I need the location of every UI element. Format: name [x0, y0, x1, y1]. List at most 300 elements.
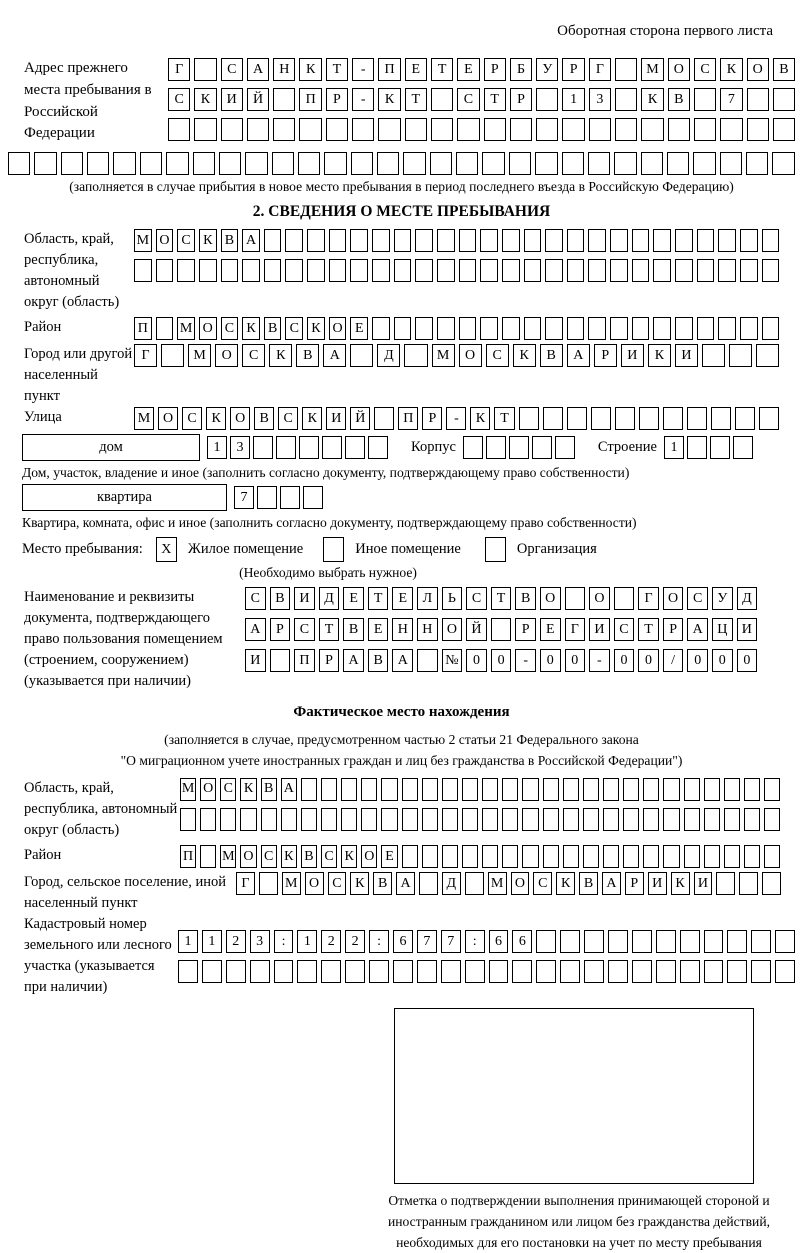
house-number-cells: [207, 436, 391, 459]
char-cell: [298, 152, 320, 175]
cadastral-grid: [178, 930, 795, 983]
char-cell: [563, 845, 579, 868]
char-cell: К: [194, 88, 216, 111]
char-cell: С: [220, 778, 236, 801]
prev-address-row-1: [168, 58, 795, 81]
char-cell: М: [432, 344, 455, 367]
char-cell: К: [513, 344, 536, 367]
char-cell: [773, 118, 795, 141]
char-cell: [675, 317, 693, 340]
char-cell: [480, 317, 498, 340]
char-cell: [457, 118, 479, 141]
char-cell: Д: [319, 587, 340, 610]
char-cell: И: [589, 618, 610, 641]
char-cell: [156, 259, 174, 282]
char-cell: С: [694, 58, 716, 81]
house-box-label: дом: [22, 434, 200, 461]
char-cell: М: [188, 344, 211, 367]
char-cell: [510, 118, 532, 141]
char-cell: :: [369, 930, 389, 953]
apartment-row: [22, 484, 795, 511]
char-cell: [584, 960, 604, 983]
char-cell: [555, 436, 575, 459]
char-cell: 7: [441, 930, 461, 953]
char-cell: [720, 152, 742, 175]
actual-city-row: [236, 872, 781, 895]
char-cell: И: [245, 649, 266, 672]
char-cell: О: [361, 845, 377, 868]
char-cell: [744, 845, 760, 868]
char-cell: [667, 152, 689, 175]
actual-district-label: Район: [24, 847, 62, 864]
char-cell: [694, 118, 716, 141]
char-cell: Е: [405, 58, 427, 81]
char-cell: В: [668, 88, 690, 111]
char-cell: [482, 152, 504, 175]
char-cell: [641, 118, 663, 141]
char-cell: [394, 229, 412, 252]
char-cell: С: [328, 872, 347, 895]
char-cell: [762, 872, 781, 895]
char-cell: [729, 344, 752, 367]
char-cell: [764, 845, 780, 868]
char-cell: [615, 88, 637, 111]
district-grid: [134, 317, 779, 340]
house-row: [22, 434, 795, 461]
char-cell: К: [720, 58, 742, 81]
char-cell: [350, 229, 368, 252]
char-cell: [608, 960, 628, 983]
char-cell: О: [663, 587, 684, 610]
residential-label: Жилое помещение: [187, 541, 304, 558]
prev-address-row-2: [168, 88, 795, 111]
char-cell: М: [177, 317, 195, 340]
char-cell: [740, 259, 758, 282]
char-cell: [253, 436, 273, 459]
char-cell: [486, 436, 506, 459]
char-cell: -: [352, 88, 374, 111]
char-cell: Т: [494, 407, 514, 430]
char-cell: Р: [594, 344, 617, 367]
char-cell: [324, 152, 346, 175]
char-cell: О: [156, 229, 174, 252]
char-cell: 1: [207, 436, 227, 459]
cadastral-row-1: [178, 930, 795, 953]
char-cell: И: [326, 407, 346, 430]
char-cell: [372, 259, 390, 282]
char-cell: 3: [589, 88, 611, 111]
char-cell: П: [398, 407, 418, 430]
char-cell: Е: [381, 845, 397, 868]
actual-district-grid: [180, 845, 780, 868]
char-cell: М: [134, 229, 152, 252]
char-cell: В: [773, 58, 795, 81]
char-cell: В: [540, 344, 563, 367]
char-cell: [345, 436, 365, 459]
stay-type-note: (Необходимо выбрать нужное): [239, 565, 417, 581]
char-cell: 7: [417, 930, 437, 953]
organization-checkbox: [485, 537, 506, 562]
char-cell: [341, 778, 357, 801]
char-cell: [711, 407, 731, 430]
char-cell: [653, 229, 671, 252]
char-cell: [656, 960, 676, 983]
char-cell: [459, 229, 477, 252]
char-cell: [437, 317, 455, 340]
char-cell: [740, 229, 758, 252]
document-label: Наименование и реквизиты документа, подтверждающего право пользования помещением (строением, сооружением) (указывается при наличии): [24, 589, 223, 690]
char-cell: [441, 960, 461, 983]
char-cell: -: [352, 58, 374, 81]
prev-address-row-3: [168, 118, 795, 141]
prev-address-note: (заполняется в случае прибытия в новое место пребывания в период последнего въезда в Российскую Федерацию): [69, 179, 734, 194]
char-cell: :: [465, 930, 485, 953]
char-cell: [519, 407, 539, 430]
region-row-2: [134, 259, 779, 282]
char-cell: [565, 587, 586, 610]
street-row: [134, 407, 779, 430]
char-cell: [543, 808, 559, 831]
char-cell: [773, 88, 795, 111]
char-cell: [524, 229, 542, 252]
char-cell: [744, 808, 760, 831]
char-cell: [257, 486, 277, 509]
char-cell: [563, 808, 579, 831]
char-cell: К: [307, 317, 325, 340]
char-cell: С: [321, 845, 337, 868]
char-cell: [588, 259, 606, 282]
char-cell: [465, 872, 484, 895]
char-cell: [739, 872, 758, 895]
char-cell: /: [663, 649, 684, 672]
char-cell: [193, 152, 215, 175]
char-cell: [274, 960, 294, 983]
char-cell: [567, 229, 585, 252]
char-cell: 6: [393, 930, 413, 953]
prev-address-row-4: [8, 152, 795, 175]
char-cell: В: [296, 344, 319, 367]
char-cell: [775, 960, 795, 983]
char-cell: [632, 317, 650, 340]
region-field: [8, 229, 795, 313]
char-cell: У: [712, 587, 733, 610]
char-cell: [329, 259, 347, 282]
char-cell: [377, 152, 399, 175]
char-cell: [245, 152, 267, 175]
char-cell: 6: [489, 930, 509, 953]
actual-location-note-2: "О миграционном учете иностранных граждан и лиц без гражданства в Российской Федерации"): [120, 752, 683, 768]
char-cell: [704, 808, 720, 831]
char-cell: О: [199, 317, 217, 340]
char-cell: [463, 436, 483, 459]
char-cell: Е: [540, 618, 561, 641]
char-cell: И: [675, 344, 698, 367]
char-cell: [341, 808, 357, 831]
char-cell: [134, 259, 152, 282]
char-cell: [716, 872, 735, 895]
char-cell: 0: [540, 649, 561, 672]
char-cell: Е: [350, 317, 368, 340]
char-cell: [591, 407, 611, 430]
char-cell: [663, 778, 679, 801]
document-grid: [245, 587, 757, 672]
char-cell: [329, 229, 347, 252]
char-cell: [615, 407, 635, 430]
apartment-box-label: квартира: [22, 484, 227, 511]
char-cell: [8, 152, 30, 175]
char-cell: [299, 436, 319, 459]
char-cell: С: [182, 407, 202, 430]
char-cell: [562, 152, 584, 175]
char-cell: [422, 778, 438, 801]
char-cell: [502, 317, 520, 340]
char-cell: [724, 808, 740, 831]
char-cell: М: [488, 872, 507, 895]
char-cell: [415, 259, 433, 282]
char-cell: С: [168, 88, 190, 111]
char-cell: О: [305, 872, 324, 895]
document-row-1: [245, 587, 757, 610]
char-cell: [491, 618, 512, 641]
char-cell: [718, 229, 736, 252]
char-cell: [509, 436, 529, 459]
char-cell: [361, 808, 377, 831]
char-cell: [194, 118, 216, 141]
char-cell: [285, 229, 303, 252]
char-cell: М: [282, 872, 301, 895]
char-cell: С: [294, 618, 315, 641]
char-cell: П: [299, 88, 321, 111]
char-cell: [727, 960, 747, 983]
char-cell: [419, 872, 438, 895]
char-cell: Т: [319, 618, 340, 641]
stay-type-row: [22, 537, 795, 562]
char-cell: [656, 930, 676, 953]
char-cell: [663, 808, 679, 831]
char-cell: К: [350, 872, 369, 895]
char-cell: П: [134, 317, 152, 340]
char-cell: Д: [442, 872, 461, 895]
document-row-2: [245, 618, 757, 641]
char-cell: [240, 808, 256, 831]
char-cell: 1: [562, 88, 584, 111]
char-cell: Л: [417, 587, 438, 610]
char-cell: [543, 845, 559, 868]
char-cell: [615, 118, 637, 141]
char-cell: [772, 152, 794, 175]
char-cell: 1: [664, 436, 684, 459]
char-cell: [583, 778, 599, 801]
char-cell: [350, 344, 373, 367]
char-cell: В: [373, 872, 392, 895]
street-grid: [134, 407, 779, 430]
char-cell: [718, 259, 736, 282]
char-cell: [560, 930, 580, 953]
char-cell: Г: [638, 587, 659, 610]
char-cell: А: [323, 344, 346, 367]
char-cell: [543, 778, 559, 801]
char-cell: [482, 778, 498, 801]
char-cell: [273, 88, 295, 111]
char-cell: [465, 960, 485, 983]
char-cell: [442, 778, 458, 801]
char-cell: О: [200, 778, 216, 801]
char-cell: [733, 436, 753, 459]
char-cell: Р: [562, 58, 584, 81]
char-cell: Й: [247, 88, 269, 111]
char-cell: 1: [202, 930, 222, 953]
char-cell: [502, 259, 520, 282]
city-label: Город или другой населенный пункт: [24, 346, 133, 405]
residential-checkbox: X: [156, 537, 177, 562]
char-cell: [684, 778, 700, 801]
char-cell: С: [533, 872, 552, 895]
char-cell: [272, 152, 294, 175]
char-cell: [751, 960, 771, 983]
char-cell: [221, 118, 243, 141]
char-cell: [684, 808, 700, 831]
char-cell: [321, 960, 341, 983]
char-cell: Р: [510, 88, 532, 111]
char-cell: [623, 778, 639, 801]
char-cell: [639, 407, 659, 430]
other-premises-checkbox: [323, 537, 344, 562]
char-cell: В: [579, 872, 598, 895]
char-cell: 0: [712, 649, 733, 672]
char-cell: М: [180, 778, 196, 801]
char-cell: [199, 259, 217, 282]
char-cell: О: [540, 587, 561, 610]
region-row-1: [134, 229, 779, 252]
section2-title: 2. СВЕДЕНИЯ О МЕСТЕ ПРЕБЫВАНИЯ: [252, 203, 551, 220]
char-cell: [402, 845, 418, 868]
char-cell: [663, 845, 679, 868]
char-cell: [351, 152, 373, 175]
char-cell: [536, 88, 558, 111]
char-cell: К: [341, 845, 357, 868]
char-cell: [361, 778, 377, 801]
char-cell: -: [515, 649, 536, 672]
char-cell: [704, 845, 720, 868]
char-cell: [697, 229, 715, 252]
char-cell: [113, 152, 135, 175]
korpus-cells: [463, 436, 578, 459]
char-cell: [415, 317, 433, 340]
char-cell: [462, 808, 478, 831]
char-cell: [720, 118, 742, 141]
char-cell: [668, 118, 690, 141]
char-cell: [442, 845, 458, 868]
char-cell: [751, 930, 771, 953]
char-cell: У: [536, 58, 558, 81]
char-cell: А: [392, 649, 413, 672]
char-cell: [242, 259, 260, 282]
char-cell: [140, 152, 162, 175]
char-cell: [702, 344, 725, 367]
char-cell: [583, 808, 599, 831]
char-cell: С: [177, 229, 195, 252]
char-cell: [588, 152, 610, 175]
char-cell: [735, 407, 755, 430]
char-cell: Р: [625, 872, 644, 895]
char-cell: В: [261, 778, 277, 801]
organization-label: Организация: [516, 541, 597, 558]
char-cell: В: [515, 587, 536, 610]
actual-city-label: Город, сельское поселение, иной населенный пункт: [24, 874, 227, 912]
char-cell: 1: [178, 930, 198, 953]
char-cell: [567, 317, 585, 340]
char-cell: [456, 152, 478, 175]
char-cell: [536, 118, 558, 141]
street-label: Улица: [24, 409, 62, 426]
actual-city-grid: [236, 872, 781, 895]
char-cell: 2: [321, 930, 341, 953]
char-cell: [632, 259, 650, 282]
char-cell: А: [281, 778, 297, 801]
char-cell: [202, 960, 222, 983]
char-cell: [589, 118, 611, 141]
char-cell: [61, 152, 83, 175]
char-cell: О: [747, 58, 769, 81]
char-cell: Р: [422, 407, 442, 430]
char-cell: С: [261, 845, 277, 868]
char-cell: 7: [234, 486, 254, 509]
char-cell: [368, 436, 388, 459]
char-cell: [280, 486, 300, 509]
char-cell: [680, 960, 700, 983]
page-side-label: Оборотная сторона первого листа: [557, 23, 773, 39]
char-cell: Г: [565, 618, 586, 641]
char-cell: Д: [377, 344, 400, 367]
char-cell: А: [343, 649, 364, 672]
char-cell: 6: [512, 930, 532, 953]
actual-region-label: Область, край, республика, автономный округ (область): [24, 779, 178, 838]
char-cell: [422, 808, 438, 831]
char-cell: О: [668, 58, 690, 81]
actual-region-field: [8, 778, 795, 841]
confirmation-stamp-box: [394, 1008, 754, 1184]
actual-region-grid: [180, 778, 780, 831]
document-field: [8, 587, 795, 692]
char-cell: А: [242, 229, 260, 252]
cadastral-label: Кадастровый номер земельного или лесного участка (указывается при наличии): [24, 916, 172, 996]
char-cell: Н: [273, 58, 295, 81]
char-cell: К: [269, 344, 292, 367]
char-cell: [442, 808, 458, 831]
char-cell: С: [285, 317, 303, 340]
char-cell: [459, 317, 477, 340]
char-cell: [643, 778, 659, 801]
cadastral-row-2: [178, 960, 795, 983]
char-cell: [643, 808, 659, 831]
char-cell: [417, 960, 437, 983]
char-cell: :: [274, 930, 294, 953]
char-cell: [764, 808, 780, 831]
char-cell: [704, 778, 720, 801]
char-cell: [693, 152, 715, 175]
char-cell: [180, 808, 196, 831]
char-cell: [437, 229, 455, 252]
actual-location-title: Фактическое место нахождения: [293, 704, 510, 721]
char-cell: Г: [589, 58, 611, 81]
char-cell: 2: [226, 930, 246, 953]
char-cell: [322, 436, 342, 459]
char-cell: К: [240, 778, 256, 801]
char-cell: [431, 88, 453, 111]
actual-region-row-2: [180, 808, 780, 831]
char-cell: [524, 317, 542, 340]
apartment-note: Квартира, комната, офис и иное (заполнить согласно документу, подтверждающему право собственности): [22, 515, 637, 531]
